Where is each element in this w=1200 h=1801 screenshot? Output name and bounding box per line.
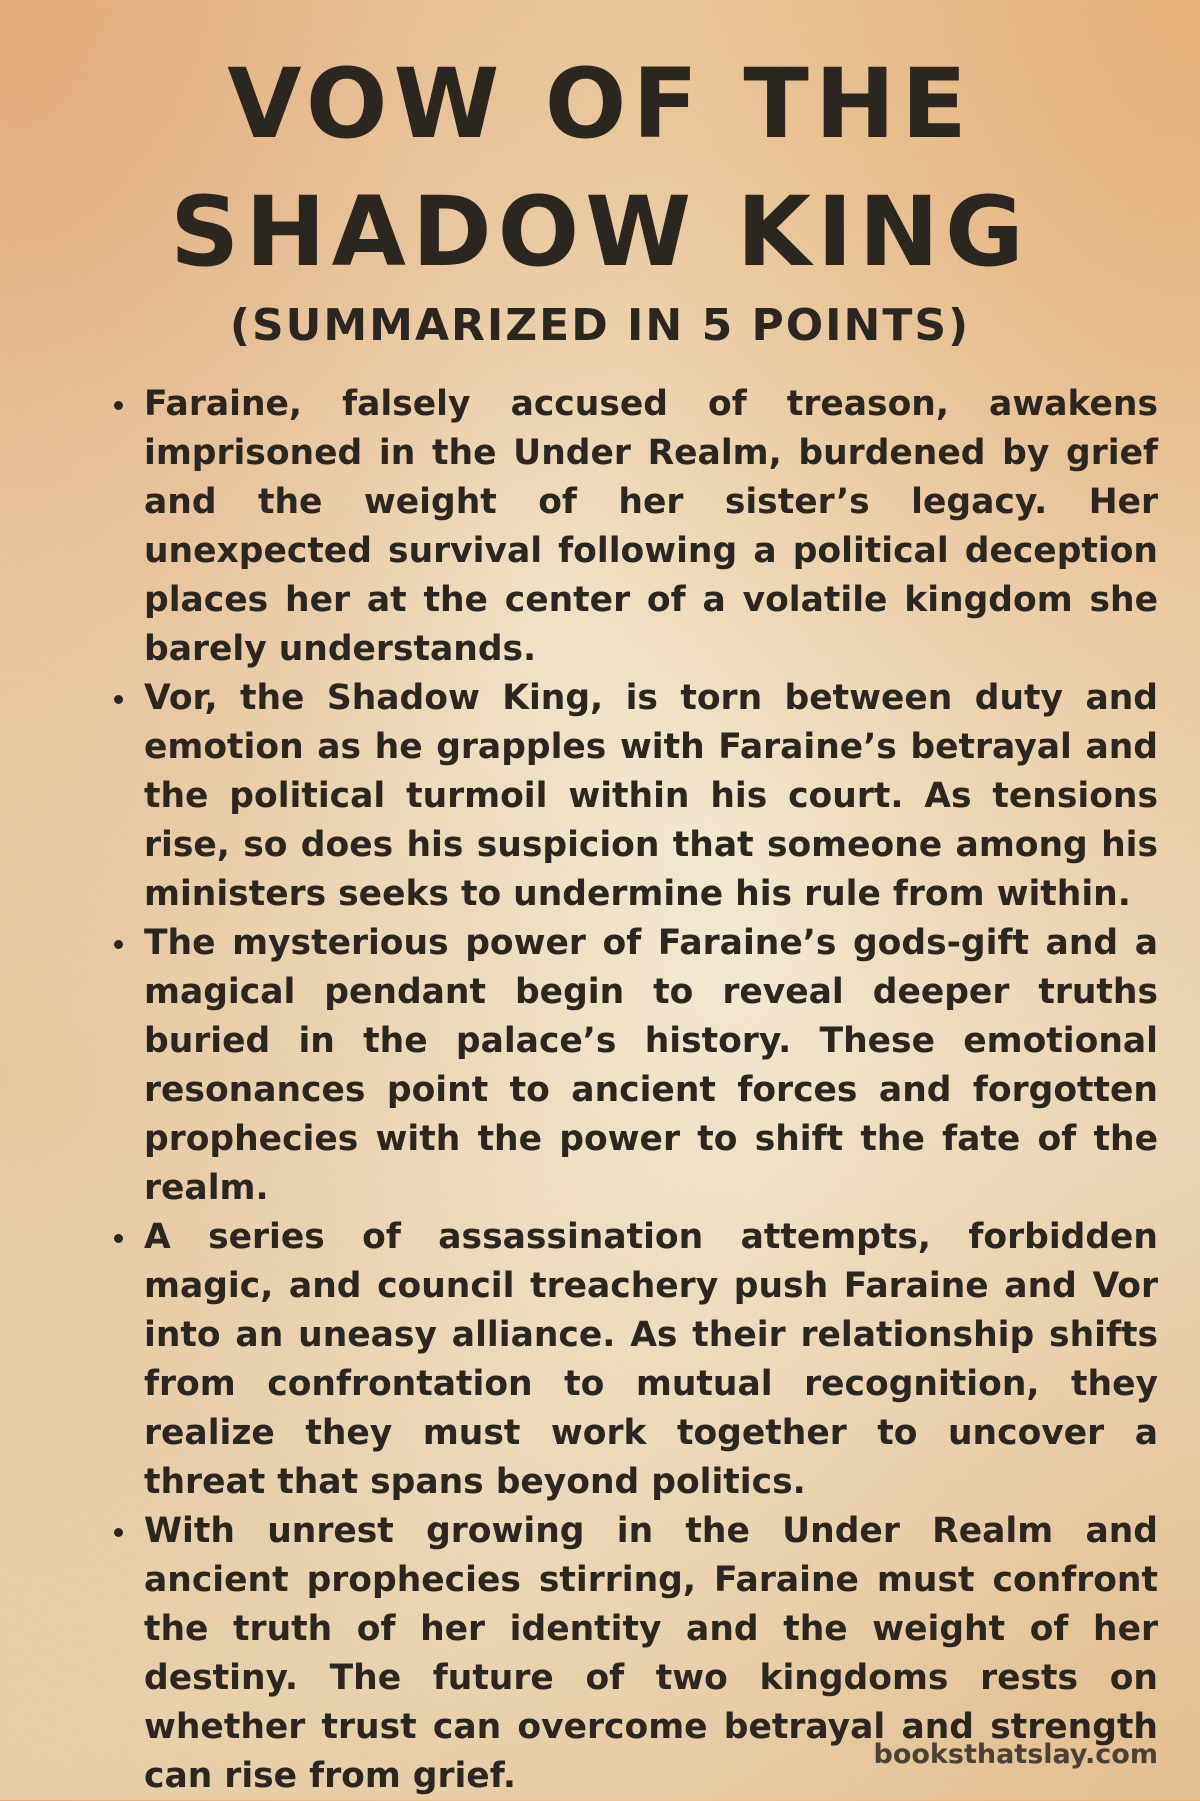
summary-point-3 xyxy=(144,919,1158,1213)
summary-point-2 xyxy=(144,674,1158,919)
summary-point-text: Vor, the Shadow King, is torn between duty and emotion as he grapples with Faraine’s betrayal and the political turmoil within his court. As tensions rise, so does his suspicion that someone among his ministers seeks to undermine his rule from within. xyxy=(144,678,1158,914)
summary-point-4 xyxy=(144,1213,1158,1507)
bullet-icon xyxy=(114,695,123,704)
site-watermark: booksthatslay.com xyxy=(873,1739,1158,1770)
summary-point-text: With unrest growing in the Under Realm and ancient prophecies stirring, Faraine must confront the truth of her identity and the weight of her destiny. The future of two kingdoms rests on whether trust can overcome betrayal and strength can rise from grief. xyxy=(144,1511,1158,1796)
summary-points-list xyxy=(108,380,1158,1801)
subtitle: (SUMMARIZED IN 5 POINTS) xyxy=(229,300,971,351)
bullet-icon xyxy=(114,1528,123,1537)
summary-point-text: The mysterious power of Faraine’s gods-gift and a magical pendant begin to reveal deeper truths buried in the palace’s history. These emotional resonances point to ancient forces and forgotten prophecies with the power to shift the fate of the realm. xyxy=(144,923,1158,1208)
summary-point-text: Faraine, falsely accused of treason, awakens imprisoned in the Under Realm, burdened by grief and the weight of her sister’s legacy. Her unexpected survival following a political deception places her at the center of a volatile kingdom she barely understands. xyxy=(144,384,1158,669)
title-block xyxy=(0,40,1200,356)
summary-point-text: A series of assassination attempts, forbidden magic, and council treachery push Faraine and Vor into an uneasy alliance. As their relationship shifts from confrontation to mutual recognition, they realize they must work together to uncover a threat that spans beyond politics. xyxy=(144,1217,1158,1502)
summary-point-1 xyxy=(144,380,1158,674)
bullet-icon xyxy=(114,401,123,410)
bullet-icon xyxy=(114,1234,123,1243)
book-title-line-1: VOW OF THE xyxy=(227,48,973,160)
bullet-icon xyxy=(114,940,123,949)
book-title-line-2: SHADOW KING xyxy=(170,176,1030,288)
